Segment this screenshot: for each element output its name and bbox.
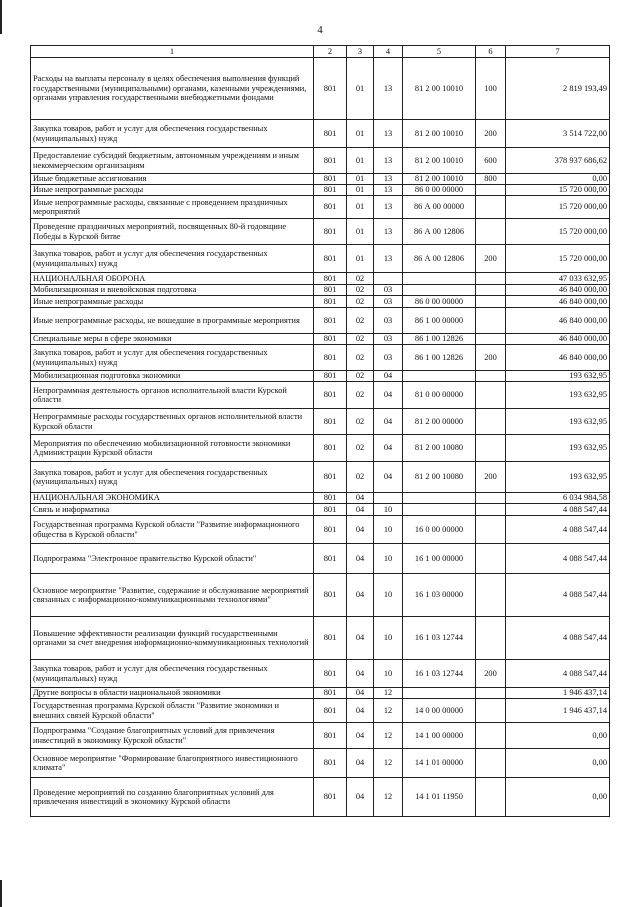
row-section: 04	[347, 660, 374, 688]
row-expense-type	[476, 308, 506, 334]
row-expense-type	[476, 699, 506, 723]
row-expense-type	[476, 296, 506, 308]
row-amount: 4 088 547,44	[506, 574, 610, 617]
row-description: Закупка товаров, работ и услуг для обеспечения государственных (муниципальных) нужд	[31, 245, 314, 273]
table-row	[31, 688, 610, 699]
row-target-article: 81 2 00 10080	[403, 462, 476, 493]
row-section: 02	[347, 462, 374, 493]
row-expense-type: 200	[476, 660, 506, 688]
row-section: 02	[347, 308, 374, 334]
row-subsection: 12	[374, 723, 403, 749]
row-section: 02	[347, 345, 374, 371]
row-description: Закупка товаров, работ и услуг для обеспечения государственных (муниципальных) нужд	[31, 345, 314, 371]
row-section: 04	[347, 723, 374, 749]
row-amount: 46 840 000,00	[506, 296, 610, 308]
table-row	[31, 409, 610, 435]
table-row	[31, 435, 610, 462]
row-ministry-code: 801	[314, 617, 347, 660]
row-description: Иные бюджетные ассигнования	[31, 174, 314, 185]
table-row	[31, 273, 610, 285]
row-target-article: 14 1 00 00000	[403, 723, 476, 749]
row-description: Повышение эффективности реализации функций государственными органами за счет внедрения информационно-коммуникационных технологий	[31, 617, 314, 660]
row-amount: 15 720 000,00	[506, 196, 610, 219]
row-ministry-code: 801	[314, 409, 347, 435]
row-expense-type: 200	[476, 245, 506, 273]
table-row	[31, 574, 610, 617]
row-ministry-code: 801	[314, 273, 347, 285]
table-header-row	[31, 46, 610, 58]
header-cell: 6	[476, 46, 506, 58]
table-row	[31, 334, 610, 345]
header-cell: 7	[506, 46, 610, 58]
row-section: 04	[347, 688, 374, 699]
table-row	[31, 120, 610, 148]
row-expense-type	[476, 516, 506, 544]
row-target-article	[403, 688, 476, 699]
row-ministry-code: 801	[314, 345, 347, 371]
row-expense-type	[476, 544, 506, 574]
row-target-article: 86 А 00 00000	[403, 196, 476, 219]
row-target-article: 16 1 03 12744	[403, 617, 476, 660]
row-amount: 46 840 000,00	[506, 285, 610, 296]
row-target-article: 16 1 00 00000	[403, 544, 476, 574]
row-subsection	[374, 493, 403, 504]
row-section: 04	[347, 749, 374, 778]
table-row	[31, 285, 610, 296]
row-expense-type: 800	[476, 174, 506, 185]
row-subsection: 12	[374, 778, 403, 817]
row-section: 02	[347, 435, 374, 462]
row-expense-type	[476, 334, 506, 345]
row-ministry-code: 801	[314, 196, 347, 219]
row-ministry-code: 801	[314, 749, 347, 778]
row-amount: 0,00	[506, 174, 610, 185]
row-target-article	[403, 285, 476, 296]
row-amount: 378 937 686,62	[506, 148, 610, 174]
row-subsection: 04	[374, 435, 403, 462]
row-amount: 1 946 437,14	[506, 699, 610, 723]
row-expense-type	[476, 504, 506, 516]
row-target-article: 86 1 00 12826	[403, 334, 476, 345]
row-expense-type: 100	[476, 58, 506, 120]
table-row	[31, 219, 610, 245]
row-subsection: 10	[374, 574, 403, 617]
row-ministry-code: 801	[314, 308, 347, 334]
row-subsection: 10	[374, 516, 403, 544]
left-margin-mark	[0, 880, 2, 907]
row-description: Основное мероприятие "Развитие, содержание и обслуживание мероприятий связанных с информационно-коммуникационными технологиями"	[31, 574, 314, 617]
row-amount: 46 840 000,00	[506, 308, 610, 334]
row-expense-type	[476, 493, 506, 504]
header-cell: 5	[403, 46, 476, 58]
row-expense-type: 200	[476, 345, 506, 371]
row-expense-type	[476, 574, 506, 617]
table-row	[31, 493, 610, 504]
row-expense-type	[476, 778, 506, 817]
row-target-article: 86 А 00 12806	[403, 245, 476, 273]
row-subsection: 04	[374, 409, 403, 435]
row-description: Мобилизационная подготовка экономики	[31, 371, 314, 382]
row-ministry-code: 801	[314, 688, 347, 699]
row-target-article: 86 0 00 00000	[403, 296, 476, 308]
row-amount: 0,00	[506, 749, 610, 778]
row-subsection: 03	[374, 296, 403, 308]
row-ministry-code: 801	[314, 296, 347, 308]
table-row	[31, 58, 610, 120]
row-description: Непрограммные расходы государственных органов исполнительной власти Курской области	[31, 409, 314, 435]
row-expense-type: 200	[476, 462, 506, 493]
row-expense-type	[476, 371, 506, 382]
row-target-article: 14 1 01 11950	[403, 778, 476, 817]
row-description: Закупка товаров, работ и услуг для обеспечения государственных (муниципальных) нужд	[31, 660, 314, 688]
row-description: Иные непрограммные расходы, связанные с проведением праздничных мероприятий	[31, 196, 314, 219]
row-description: Иные непрограммные расходы, не вошедшие в программные мероприятия	[31, 308, 314, 334]
row-amount: 4 088 547,44	[506, 504, 610, 516]
row-target-article: 86 А 00 12806	[403, 219, 476, 245]
row-subsection: 13	[374, 219, 403, 245]
row-description: Проведение праздничных мероприятий, посвященных 80-й годовщине Победы в Курской битве	[31, 219, 314, 245]
row-subsection: 13	[374, 185, 403, 196]
row-amount: 193 632,95	[506, 382, 610, 409]
row-ministry-code: 801	[314, 120, 347, 148]
row-ministry-code: 801	[314, 174, 347, 185]
row-ministry-code: 801	[314, 660, 347, 688]
header-cell: 4	[374, 46, 403, 58]
row-target-article: 14 0 00 00000	[403, 699, 476, 723]
row-expense-type	[476, 219, 506, 245]
row-section: 04	[347, 516, 374, 544]
row-amount: 193 632,95	[506, 409, 610, 435]
row-amount: 0,00	[506, 723, 610, 749]
row-subsection: 13	[374, 174, 403, 185]
row-description: Государственная программа Курской области "Развитие информационного общества в Курской области"	[31, 516, 314, 544]
row-subsection: 12	[374, 699, 403, 723]
row-section: 04	[347, 617, 374, 660]
table-row	[31, 723, 610, 749]
row-section: 04	[347, 493, 374, 504]
left-margin-mark	[0, 0, 2, 34]
table-row	[31, 308, 610, 334]
table-row	[31, 345, 610, 371]
row-target-article: 16 0 00 00000	[403, 516, 476, 544]
row-section: 04	[347, 699, 374, 723]
row-target-article: 16 1 03 12744	[403, 660, 476, 688]
row-target-article: 81 2 00 00000	[403, 409, 476, 435]
row-ministry-code: 801	[314, 148, 347, 174]
row-subsection: 10	[374, 660, 403, 688]
row-description: НАЦИОНАЛЬНАЯ ОБОРОНА	[31, 273, 314, 285]
row-subsection: 13	[374, 196, 403, 219]
row-subsection: 03	[374, 334, 403, 345]
row-section: 02	[347, 409, 374, 435]
table-row	[31, 749, 610, 778]
row-ministry-code: 801	[314, 382, 347, 409]
row-section: 04	[347, 778, 374, 817]
table-row	[31, 660, 610, 688]
row-amount: 4 088 547,44	[506, 660, 610, 688]
table-row	[31, 462, 610, 493]
row-section: 01	[347, 58, 374, 120]
row-description: Проведение мероприятий по созданию благоприятных условий для привлечения инвестиций в экономику Курской области	[31, 778, 314, 817]
row-target-article: 81 2 00 10010	[403, 120, 476, 148]
row-target-article: 86 0 00 00000	[403, 185, 476, 196]
table-row	[31, 185, 610, 196]
header-cell: 2	[314, 46, 347, 58]
row-target-article: 14 1 01 00000	[403, 749, 476, 778]
row-ministry-code: 801	[314, 58, 347, 120]
row-subsection: 13	[374, 148, 403, 174]
row-subsection: 03	[374, 285, 403, 296]
row-section: 01	[347, 148, 374, 174]
table-row	[31, 148, 610, 174]
row-description: Государственная программа Курской области "Развитие экономики и внешних связей Курской области"	[31, 699, 314, 723]
table-row	[31, 296, 610, 308]
row-ministry-code: 801	[314, 723, 347, 749]
row-section: 04	[347, 544, 374, 574]
row-description: НАЦИОНАЛЬНАЯ ЭКОНОМИКА	[31, 493, 314, 504]
row-expense-type	[476, 196, 506, 219]
row-subsection: 12	[374, 749, 403, 778]
row-ministry-code: 801	[314, 285, 347, 296]
row-section: 04	[347, 504, 374, 516]
table-row	[31, 245, 610, 273]
row-section: 02	[347, 371, 374, 382]
row-ministry-code: 801	[314, 334, 347, 345]
row-amount: 0,00	[506, 778, 610, 817]
row-expense-type	[476, 688, 506, 699]
row-subsection: 13	[374, 120, 403, 148]
row-amount: 4 088 547,44	[506, 544, 610, 574]
row-ministry-code: 801	[314, 504, 347, 516]
row-ministry-code: 801	[314, 371, 347, 382]
row-amount: 193 632,95	[506, 462, 610, 493]
row-description: Закупка товаров, работ и услуг для обеспечения государственных (муниципальных) нужд	[31, 462, 314, 493]
row-description: Непрограммная деятельность органов исполнительной власти Курской области	[31, 382, 314, 409]
row-expense-type	[476, 285, 506, 296]
page-number: 4	[317, 24, 323, 36]
row-ministry-code: 801	[314, 544, 347, 574]
row-subsection: 04	[374, 382, 403, 409]
row-expense-type	[476, 273, 506, 285]
row-ministry-code: 801	[314, 516, 347, 544]
row-section: 02	[347, 285, 374, 296]
row-expense-type	[476, 617, 506, 660]
row-section: 04	[347, 574, 374, 617]
row-section: 02	[347, 273, 374, 285]
row-target-article: 86 1 00 12826	[403, 345, 476, 371]
row-ministry-code: 801	[314, 219, 347, 245]
row-description: Специальные меры в сфере экономики	[31, 334, 314, 345]
row-ministry-code: 801	[314, 185, 347, 196]
row-target-article	[403, 273, 476, 285]
row-section: 02	[347, 296, 374, 308]
row-target-article	[403, 371, 476, 382]
row-amount: 193 632,95	[506, 371, 610, 382]
row-description: Мобилизационная и вневойсковая подготовка	[31, 285, 314, 296]
row-section: 02	[347, 382, 374, 409]
table-row	[31, 504, 610, 516]
row-target-article: 81 2 00 10010	[403, 148, 476, 174]
row-description: Подпрограмма "Электронное правительство Курской области"	[31, 544, 314, 574]
row-section: 01	[347, 196, 374, 219]
row-description: Основное мероприятие "Формирование благоприятного инвестиционного климата"	[31, 749, 314, 778]
row-target-article	[403, 504, 476, 516]
row-amount: 3 514 722,00	[506, 120, 610, 148]
row-ministry-code: 801	[314, 462, 347, 493]
row-amount: 15 720 000,00	[506, 245, 610, 273]
row-ministry-code: 801	[314, 435, 347, 462]
row-ministry-code: 801	[314, 699, 347, 723]
row-amount: 15 720 000,00	[506, 219, 610, 245]
row-target-article: 81 2 00 10080	[403, 435, 476, 462]
table-row	[31, 371, 610, 382]
row-section: 01	[347, 219, 374, 245]
row-amount: 47 033 632,95	[506, 273, 610, 285]
row-amount: 1 946 437,14	[506, 688, 610, 699]
row-expense-type: 600	[476, 148, 506, 174]
row-description: Расходы на выплаты персоналу в целях обеспечения выполнения функций государственными (муниципальными) органами, казенными учреждениями, органами управления государственными внебюджетными фондами	[31, 58, 314, 120]
row-subsection: 10	[374, 544, 403, 574]
row-subsection: 13	[374, 58, 403, 120]
row-expense-type: 200	[476, 120, 506, 148]
row-subsection: 04	[374, 371, 403, 382]
row-ministry-code: 801	[314, 493, 347, 504]
row-amount: 4 088 547,44	[506, 617, 610, 660]
row-expense-type	[476, 749, 506, 778]
header-cell: 3	[347, 46, 374, 58]
row-section: 01	[347, 120, 374, 148]
table-row	[31, 699, 610, 723]
budget-table	[30, 45, 610, 817]
row-ministry-code: 801	[314, 245, 347, 273]
row-target-article: 81 2 00 10010	[403, 174, 476, 185]
row-description: Иные непрограммные расходы	[31, 296, 314, 308]
row-ministry-code: 801	[314, 574, 347, 617]
row-amount: 46 840 000,00	[506, 345, 610, 371]
row-amount: 193 632,95	[506, 435, 610, 462]
row-expense-type	[476, 382, 506, 409]
table-row	[31, 778, 610, 817]
row-expense-type	[476, 409, 506, 435]
row-section: 01	[347, 245, 374, 273]
row-target-article: 81 2 00 10010	[403, 58, 476, 120]
table-body	[31, 46, 610, 817]
row-expense-type	[476, 723, 506, 749]
row-amount: 6 034 984,58	[506, 493, 610, 504]
row-section: 01	[347, 174, 374, 185]
row-description: Подпрограмма "Создание благоприятных условий для привлечения инвестиций в экономику Курской области"	[31, 723, 314, 749]
row-subsection: 03	[374, 308, 403, 334]
row-target-article	[403, 493, 476, 504]
table-row	[31, 196, 610, 219]
row-ministry-code: 801	[314, 778, 347, 817]
row-subsection: 04	[374, 462, 403, 493]
table-row	[31, 617, 610, 660]
row-section: 01	[347, 185, 374, 196]
row-description: Предоставление субсидий бюджетным, автономным учреждениям и иным некоммерческим организациям	[31, 148, 314, 174]
row-amount: 4 088 547,44	[506, 516, 610, 544]
row-amount: 15 720 000,00	[506, 185, 610, 196]
table-row	[31, 516, 610, 544]
row-target-article: 16 1 03 00000	[403, 574, 476, 617]
row-subsection: 10	[374, 617, 403, 660]
row-target-article: 86 1 00 00000	[403, 308, 476, 334]
table-row	[31, 544, 610, 574]
table-row	[31, 174, 610, 185]
row-subsection: 10	[374, 504, 403, 516]
row-expense-type	[476, 185, 506, 196]
row-description: Другие вопросы в области национальной экономики	[31, 688, 314, 699]
row-description: Закупка товаров, работ и услуг для обеспечения государственных (муниципальных) нужд	[31, 120, 314, 148]
row-amount: 2 819 193,49	[506, 58, 610, 120]
row-subsection: 12	[374, 688, 403, 699]
row-subsection	[374, 273, 403, 285]
row-subsection: 03	[374, 345, 403, 371]
header-cell: 1	[31, 46, 314, 58]
row-subsection: 13	[374, 245, 403, 273]
row-target-article: 81 0 00 00000	[403, 382, 476, 409]
row-description: Связь и информатика	[31, 504, 314, 516]
row-section: 02	[347, 334, 374, 345]
row-amount: 46 840 000,00	[506, 334, 610, 345]
row-description: Мероприятия по обеспечению мобилизационной готовности экономики Администрации Курской области	[31, 435, 314, 462]
table-row	[31, 382, 610, 409]
row-description: Иные непрограммные расходы	[31, 185, 314, 196]
row-expense-type	[476, 435, 506, 462]
